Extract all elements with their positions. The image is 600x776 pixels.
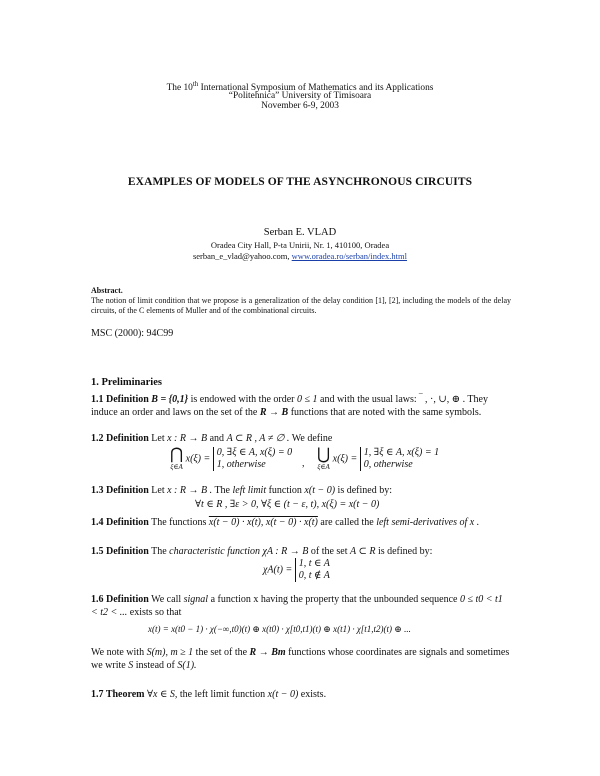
left-limit-formula: ∀t ∈ R , ∃ε > 0, ∀ξ ∈ (t − ε, t), x(ξ) = x(t − 0) [195,499,380,510]
definition-label: 1.2 Definition [91,433,149,444]
text-span: The [151,546,167,557]
section-heading: 1. Preliminaries [91,377,162,388]
formula-separator: , [302,458,305,469]
definition-1-5 [91,545,511,558]
text-span: We call [151,594,182,605]
characteristic-function-formula [263,558,330,582]
text-span: are called the [320,517,374,528]
union-symbol: ⋃ [317,446,331,463]
text-span: and [209,433,225,444]
text-span: the set of the [195,647,248,658]
term-emphasis: left semi-derivatives [376,517,457,528]
math-inline: x(t − 0) [304,485,336,496]
math-inline: ∀x ∈ S, [147,689,178,700]
abstract-heading: Abstract. [91,286,123,295]
author-name: Serban E. VLAD [263,227,337,238]
text-span: Let [151,433,165,444]
text-span: and with the usual laws: [320,394,417,405]
university-line: “Politehnica” University of Timisoara [228,91,372,101]
math-inline: S(1). [177,660,197,671]
math-inline: χA : R → B [262,546,309,557]
case-line: 1, ∃ξ ∈ A, x(ξ) = 1 [363,447,440,458]
author-homepage-link[interactable]: www.oradea.ro/serban/index.html [291,251,408,261]
index-subscript: ξ∈A [317,463,330,471]
text-span: is defined by: [377,546,433,557]
intersection-formula [170,447,292,471]
text-span: Let [151,485,165,496]
math-inline: of x . [459,517,480,528]
math-inline: x : R → B [167,433,208,444]
text-span: exists so that [129,607,182,618]
case-line: 1, t ∈ A [298,558,330,569]
math-inline: x(t − 0) · x(t), x(t − 0) · x(t) [208,517,318,528]
author-contact [0,251,600,261]
math-inline: 0 ≤ t0 < t1 < t2 < ... [91,594,503,618]
math-inline: x(ξ) = [332,453,358,465]
text-span: the left limit function [179,689,266,700]
math-inline: S [128,660,134,671]
math-inline: χA(t) = [263,564,293,576]
definition-label: 1.5 Definition [91,546,149,557]
definition-1-4 [91,516,511,529]
text-span: is defined by: [337,485,392,496]
index-subscript: ξ∈A [170,463,183,471]
math-inline: ‾ , ·, ∪, ⊕ . [419,394,466,405]
text-span: We note with [91,647,145,658]
text-span: The [214,485,230,496]
definition-1-6 [91,593,511,619]
conference-ordinal: th [192,80,199,88]
definition-label: 1.1 Definition [91,394,149,405]
case-line: 0, t ∉ A [298,570,330,581]
text-span: is endowed with the order [190,394,295,405]
text-span: We define [291,433,333,444]
conference-name-post: International Symposium of Mathematics and its Applications [198,83,434,94]
text-span: function [268,485,302,496]
definition-1-3 [91,484,511,497]
signal-formula: x(t) = x(t0 − 1) · χ(−∞,t0)(t) ⊕ x(t0) · χ[t0,t1)(t) ⊕ x(t1) · χ[t1,t2)(t) ⊕ ... [148,624,411,634]
math-inline: x(t − 0) [267,689,299,700]
math-inline: x(ξ) = [185,453,211,465]
case-line: 1, otherwise [216,459,266,470]
math-inline: x : R → B . [167,485,213,496]
math-inline: A ⊂ R [350,546,376,557]
text-span: sometimes we write [91,647,510,671]
signal-set-note [91,646,511,672]
math-inline: 0 ≤ 1 [297,394,318,405]
definition-label: 1.4 Definition [91,517,149,528]
text-span: exists. [300,689,327,700]
case-line: 0, otherwise [363,459,413,470]
definition-1-1 [91,393,511,419]
author-affiliation: Oradea City Hall, P-ta Unirii, Nr. 1, 410100, Oradea [210,240,390,250]
case-brace [213,447,292,471]
abstract-text: The notion of limit condition that we propose is a generalization of the delay condition [1], [2], including the models of the delay circuits, of the C elements of Muller and of the combinational circuits. [91,296,511,315]
term-emphasis: signal [183,594,209,605]
paper-title: EXAMPLES OF MODELS OF THE ASYNCHRONOUS CIRCUITS [127,176,473,188]
text-span: They induce an order and laws on the set of the [91,394,488,418]
case-brace [360,447,439,471]
text-span: instead of [135,660,175,671]
math-inline: R → B [259,407,289,418]
author-email: serban_e_vlad@yahoo.com, [192,251,290,261]
union-formula [317,447,439,471]
definition-1-2 [91,432,511,445]
case-brace [295,558,330,582]
conference-name-pre: The 10 [166,83,193,94]
definition-label: 1.3 Definition [91,485,149,496]
intersection-symbol: ⋂ [170,446,184,463]
term-emphasis: characteristic function [169,546,260,557]
definition-label: 1.6 Definition [91,594,149,605]
text-span: of the set [310,546,348,557]
theorem-1-7 [91,688,511,701]
text-span: functions whose coordinates are signals and [288,647,464,658]
math-inline: A ⊂ R , A ≠ ∅ . [226,433,290,444]
text-span: The functions [151,517,207,528]
text-span: a function x having the property that the unbounded sequence [210,594,458,605]
math-inline: B = {0,1} [151,394,189,405]
math-inline: R → Bm [249,647,286,658]
date-line: November 6-9, 2003 [261,101,339,111]
term-emphasis: left limit [232,485,267,496]
text-span: functions that are noted with the same symbols. [290,407,482,418]
theorem-label: 1.7 Theorem [91,689,145,700]
msc-classification: MSC (2000): 94C99 [91,328,174,339]
math-inline: S(m), m ≥ 1 [146,647,194,658]
case-line: 0, ∃ξ ∈ A, x(ξ) = 0 [216,447,293,458]
